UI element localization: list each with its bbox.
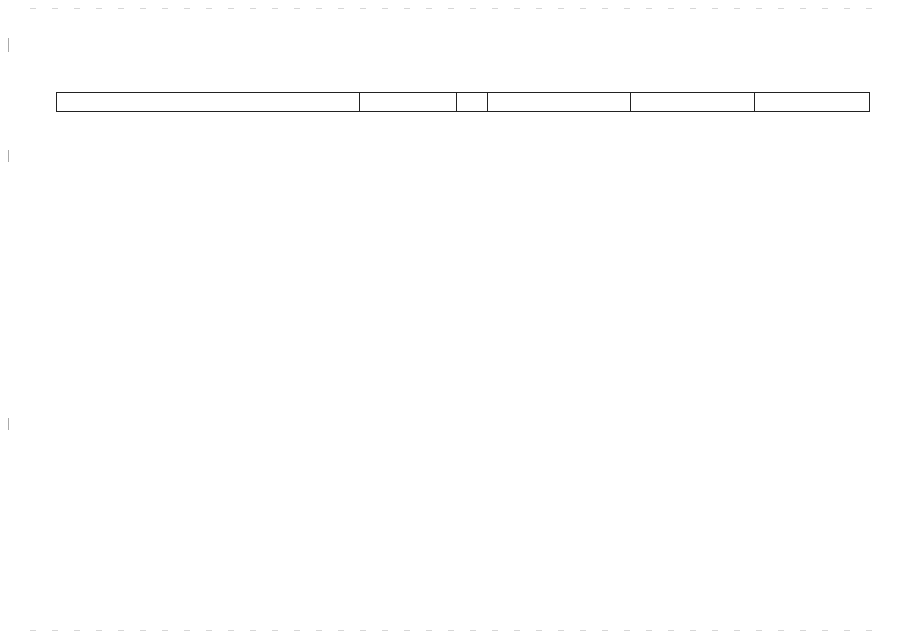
header-col-3 xyxy=(457,93,488,112)
scan-artifact-bottom xyxy=(30,630,875,631)
table-header xyxy=(56,92,870,112)
scan-artifact-top xyxy=(30,8,875,9)
header-col-1 xyxy=(57,93,360,112)
header-col-2 xyxy=(360,93,457,112)
margin-mark xyxy=(8,150,9,162)
margin-mark xyxy=(8,418,9,430)
header-col-4 xyxy=(488,93,631,112)
margin-mark xyxy=(8,38,9,52)
header-col-5 xyxy=(631,93,755,112)
header-col-6 xyxy=(755,93,870,112)
